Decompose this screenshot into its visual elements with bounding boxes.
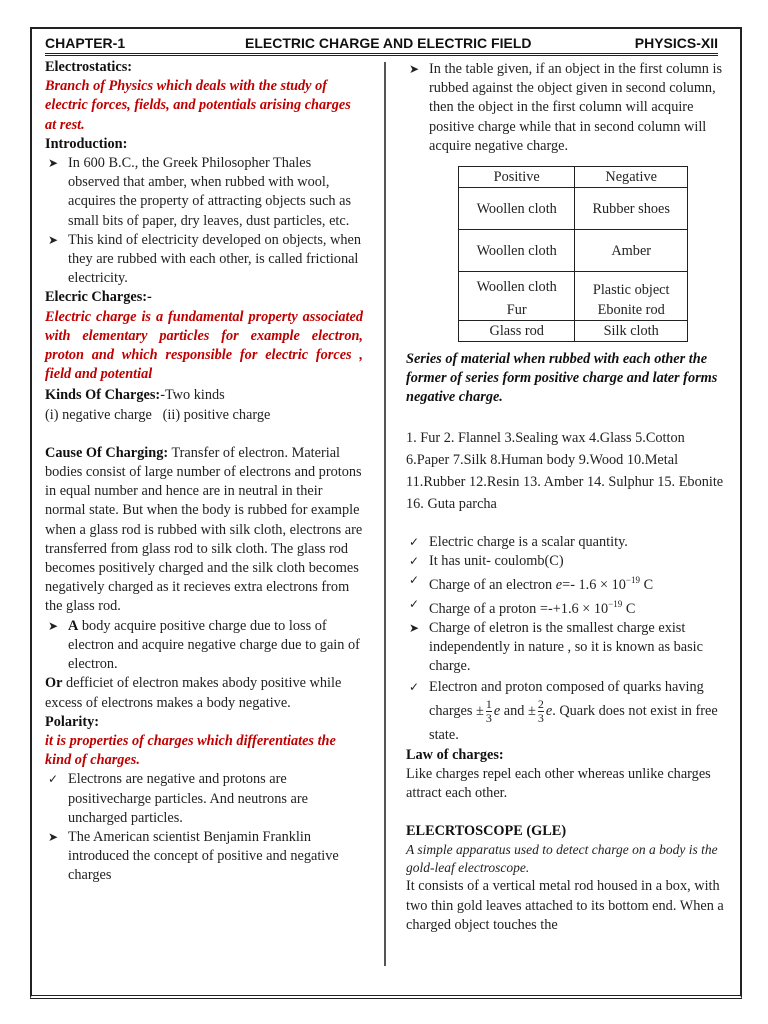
kinds-of-charges: Kinds Of Charges:-Two kinds: [45, 387, 225, 404]
law-of-charges-text: Like charges repel each other whereas unlike charges attract each other.: [406, 765, 711, 801]
chapter-title: ELECTRIC CHARGE AND ELECTRIC FIELD: [245, 35, 532, 51]
list-item: ➤ The American scientist Benjamin Franklin introduced the concept of positive and negative charges: [48, 828, 339, 884]
triboelectric-series: 1. Fur 2. Flannel 3.Sealing wax 4.Glass 5.Cotton 6.Paper 7.Silk 8.Human body 9.Wood 10.Metal 11.Rubber 12.Resin 13. Amber 14. Sulphur 15. Ebonite 16. Guta parcha: [406, 429, 724, 512]
check-icon: ✓: [409, 553, 420, 568]
electric-charges-heading: Elecric Charges:-: [45, 289, 152, 306]
arrow-bullet-icon: ➤: [48, 618, 59, 633]
electrostatics-definition: Branch of Physics which deals with the study of electric forces, fields, and potentials arising charges at rest.: [45, 78, 351, 133]
left-column: [45, 58, 363, 886]
table-header-row: Positive Negative: [459, 167, 688, 188]
check-icon: ✓: [409, 534, 420, 549]
check-icon: ✓: [409, 573, 420, 588]
list-item: ✓ It has unit- coulomb(C): [406, 552, 724, 571]
polarity-heading: Polarity:: [45, 713, 99, 730]
series-note: Series of material when rubbed with each other the former of series form positive charge and later forms negative charge.: [406, 351, 718, 406]
polarity-definition: it is properties of charges which differentiates the kind of charges.: [45, 732, 336, 769]
fraction: $\frac{1}{3}$: [485, 696, 492, 725]
or-paragraph: Or defficiet of electron makes abody positive while excess of electrons makes a body negative.: [45, 675, 342, 711]
list-item: ✓ Charge of a proton $=-+1.6 \times 10^{-19}$ C: [409, 597, 636, 617]
list-item: ➤ In the table given, if an object in the first column is rubbed against the object given in second column, then the object in the first column will acquire positive charge while that in second column will acquire negative charge.: [409, 61, 723, 154]
arrow-bullet-icon: ➤: [48, 232, 59, 247]
table-row: Woollen cloth Plastic object: [459, 272, 688, 301]
page-header: [45, 33, 718, 56]
list-item: ➤ This kind of electricity developed on objects, when they are rubbed with each other, is called frictional electricity.: [48, 231, 362, 287]
check-icon: ✓: [409, 597, 420, 611]
arrow-bullet-icon: ➤: [48, 156, 59, 171]
list-item: ✓ Electrons are negative and protons are positivecharge particles. And neutrons are uncharged particles.: [48, 771, 308, 826]
electroscope-text: It consists of a vertical metal rod housed in a box, with two thin gold leaves attached to its bottom end. When a charged object touches the: [406, 878, 724, 933]
check-icon: ✓: [48, 772, 59, 787]
arrow-bullet-icon: ➤: [409, 620, 420, 635]
list-item: ➤ A body acquire positive charge due to loss of electron and acquire negative charge due to gain of electron.: [48, 617, 360, 673]
right-column: [406, 60, 724, 935]
list-item: ➤ In 600 B.C., the Greek Philosopher Thales observed that amber, when rubbed with wool, acquires the property of attracting objects such as small bits of paper, dry leaves, dust particles, etc.: [48, 155, 352, 229]
column-divider: [384, 62, 386, 966]
list-item: ➤ Charge of eletron is the smallest charge exist independently in nature , so it is known as basic charge.: [409, 619, 703, 675]
table-row: Fur Ebonite rod: [459, 300, 688, 321]
chapter-label: CHAPTER-1: [45, 35, 126, 51]
list-item: ✓ Electron and proton composed of quarks having charges ± $\frac{1}{3}$ e and ± $\frac{2}{3}$ e. Quark does not exist in free state.: [409, 678, 718, 743]
electroscope-heading: ELECRTOSCOPE (GLE): [406, 823, 567, 840]
electroscope-definition: A simple apparatus used to detect charge on a body is the gold-leaf electroscope.: [406, 842, 718, 876]
fraction: $\frac{2}{3}$: [537, 696, 544, 725]
introduction-heading: Introduction:: [45, 135, 128, 152]
electrostatics-heading: Electrostatics:: [45, 59, 133, 75]
arrow-bullet-icon: ➤: [409, 62, 420, 76]
table-row: Woollen cloth Rubber shoes: [459, 188, 688, 230]
table-row: Woollen cloth Amber: [459, 230, 688, 272]
cause-of-charging: Cause Of Charging: Transfer of electron. Material bodies consist of large number of electrons and protons in equal number and hence are in neutral in their normal state. But when the body is rubbed for example when a glass rod is rubbed with silk cloth, electrons are transferred from glass rod to silk cloth. The glass rod becomes positively charged and the silk cloth becomes negatively charged as it recieves extra electrons from the glass rod.: [45, 444, 363, 615]
check-icon: ✓: [409, 679, 420, 694]
charge-table: [458, 166, 688, 342]
kinds-list: (i) negative charge (ii) positive charge: [45, 406, 271, 423]
list-item: ✓ Electric charge is a scalar quantity.: [406, 533, 724, 552]
arrow-bullet-icon: ➤: [48, 829, 59, 844]
electric-charge-definition: Electric charge is a fundamental property associated with elementary particles for example electron, proton and which responsible for electric forces , field and potential: [45, 308, 363, 383]
list-item: ✓ Charge of an electron e=- $1.6 \times 10^{-19}$ C: [409, 573, 654, 593]
subject-label: PHYSICS-XII: [634, 35, 718, 51]
table-row: Glass rod Silk cloth: [459, 321, 688, 342]
law-of-charges-heading: Law of charges:: [406, 746, 504, 763]
